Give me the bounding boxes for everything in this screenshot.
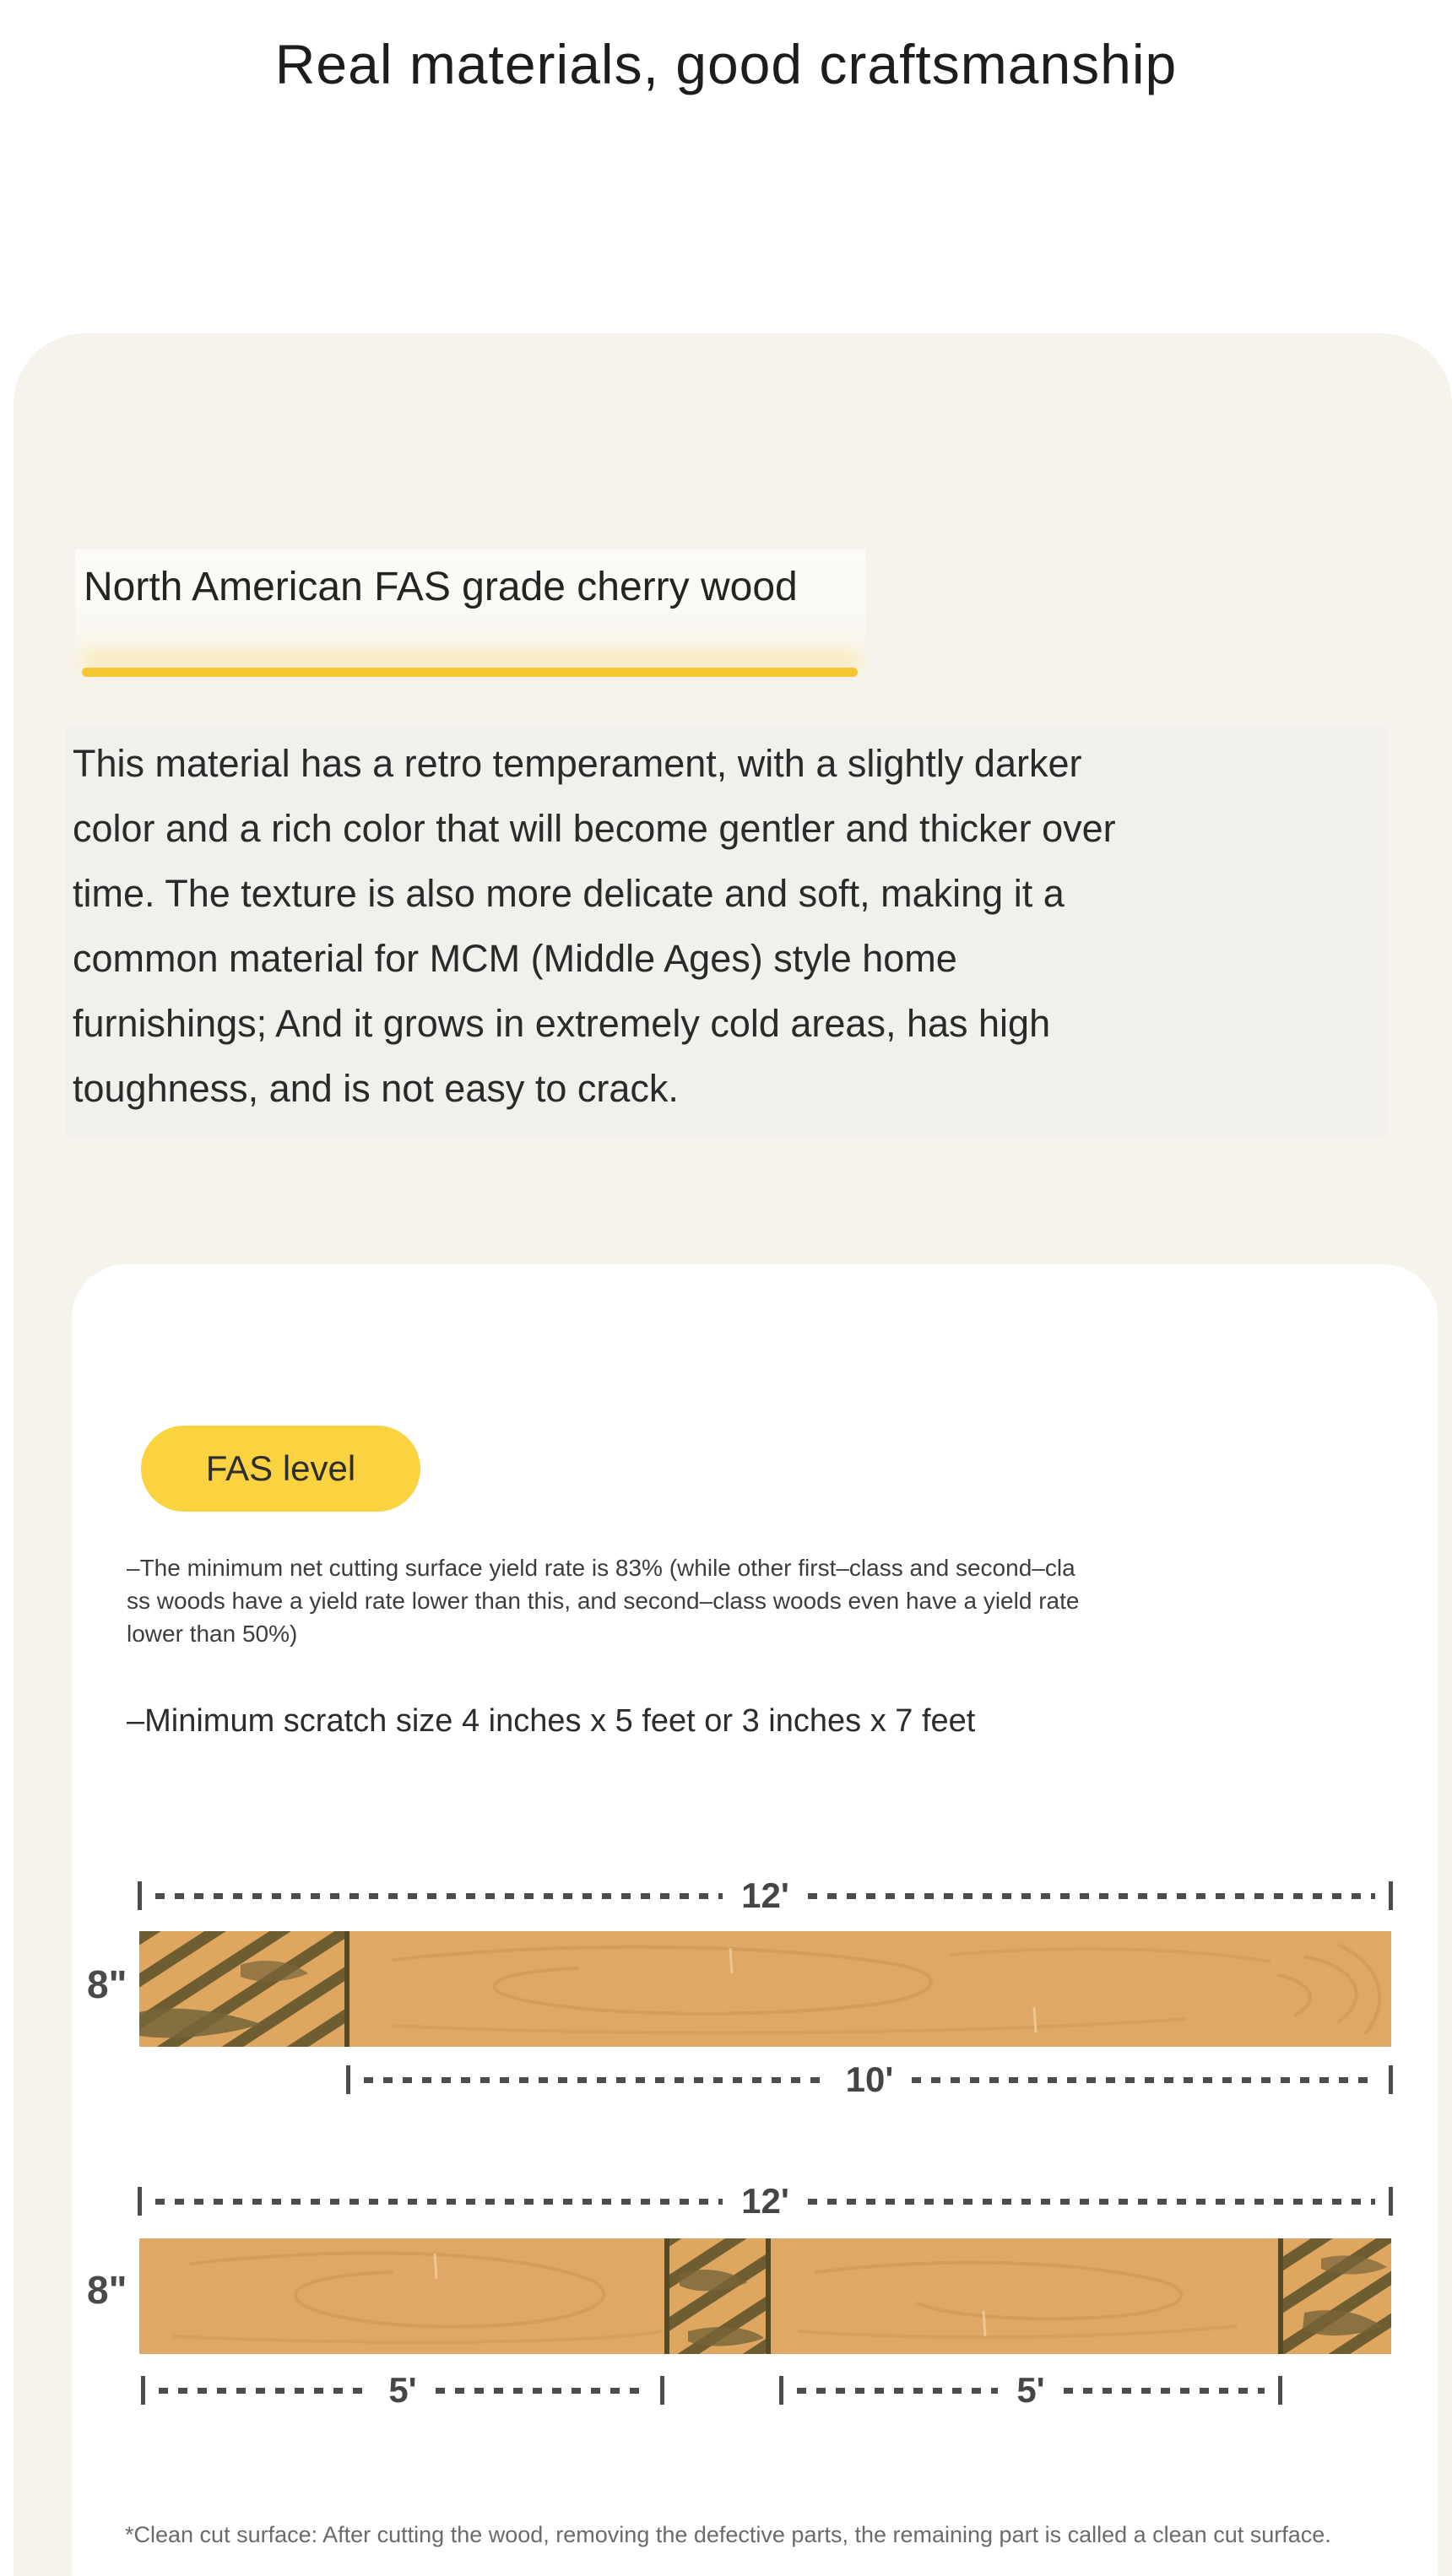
description-line: toughness, and is not easy to crack.: [73, 1067, 679, 1110]
tick-mark: [138, 2187, 142, 2216]
description-line: furnishings; And it grows in extremely cold areas, has high: [73, 1002, 1051, 1045]
dashed-line: [155, 1893, 723, 1899]
fas-level-badge: FAS level: [141, 1426, 420, 1512]
dimension-label: 5': [388, 2370, 417, 2410]
description-line: color and a rich color that will become gentler and thicker over: [73, 807, 1116, 850]
dashed-line: [364, 2077, 827, 2083]
dimension-line-board2-clean-right: [779, 2370, 1282, 2410]
yield-note-line: –The minimum net cutting surface yield rate is 83% (while other first–class and second–cla: [127, 1555, 1075, 1581]
dashed-line: [912, 2077, 1375, 2083]
tick-mark: [1389, 1881, 1393, 1910]
material-heading: North American FAS grade cherry wood: [84, 565, 798, 609]
dimension-label: 10': [845, 2059, 894, 2099]
tick-mark: [141, 2376, 145, 2405]
dashed-line: [155, 2199, 723, 2205]
description-line: This material has a retro temperament, with a slightly darker: [73, 742, 1082, 785]
dimension-line-board2-total: [138, 2181, 1393, 2221]
description-line: time. The texture is also more delicate and soft, making it a: [73, 872, 1065, 915]
board1-height-label: 8": [87, 1962, 127, 2006]
dashed-line: [808, 2199, 1375, 2205]
dashed-line: [808, 1893, 1375, 1899]
tick-mark: [1389, 2187, 1393, 2216]
board2-height-label: 8": [87, 2268, 127, 2312]
board1-graphic: [139, 1931, 1391, 2047]
yield-note: [127, 1551, 1079, 1650]
dimension-line-board1-clean: [346, 2059, 1393, 2099]
tick-mark: [346, 2065, 350, 2094]
yield-note-line: lower than 50%): [127, 1621, 298, 1647]
tick-mark: [1278, 2376, 1282, 2405]
yield-note-line: ss woods have a yield rate lower than this, and second–class woods even have a yield rate: [127, 1588, 1080, 1614]
page-title: Real materials, good craftsmanship: [274, 33, 1178, 95]
dimension-label: 12': [741, 1875, 789, 1915]
description-line: common material for MCM (Middle Ages) style home: [73, 937, 957, 980]
dimension-label: 5': [1016, 2370, 1045, 2410]
tick-mark: [660, 2376, 664, 2405]
dashed-line: [797, 2388, 998, 2394]
dimension-line-board2-clean-left: [141, 2370, 664, 2410]
dashed-line: [159, 2388, 370, 2394]
material-description: [66, 726, 1388, 1136]
heading-underline: [82, 668, 858, 677]
tick-mark: [138, 1881, 142, 1910]
dimension-line-board1-total: [138, 1875, 1393, 1915]
dimension-label: 12': [741, 2181, 789, 2221]
tick-mark: [1389, 2065, 1393, 2094]
scratch-note: –Minimum scratch size 4 inches x 5 feet or 3 inches x 7 feet: [127, 1703, 976, 1739]
board2-graphic: [139, 2238, 1391, 2354]
tick-mark: [779, 2376, 783, 2405]
dashed-line: [1064, 2388, 1265, 2394]
dashed-line: [436, 2388, 647, 2394]
clean-cut-footnote: *Clean cut surface: After cutting the wood, removing the defective parts, the remaining part is called a clean cut surface.: [125, 2522, 1331, 2547]
